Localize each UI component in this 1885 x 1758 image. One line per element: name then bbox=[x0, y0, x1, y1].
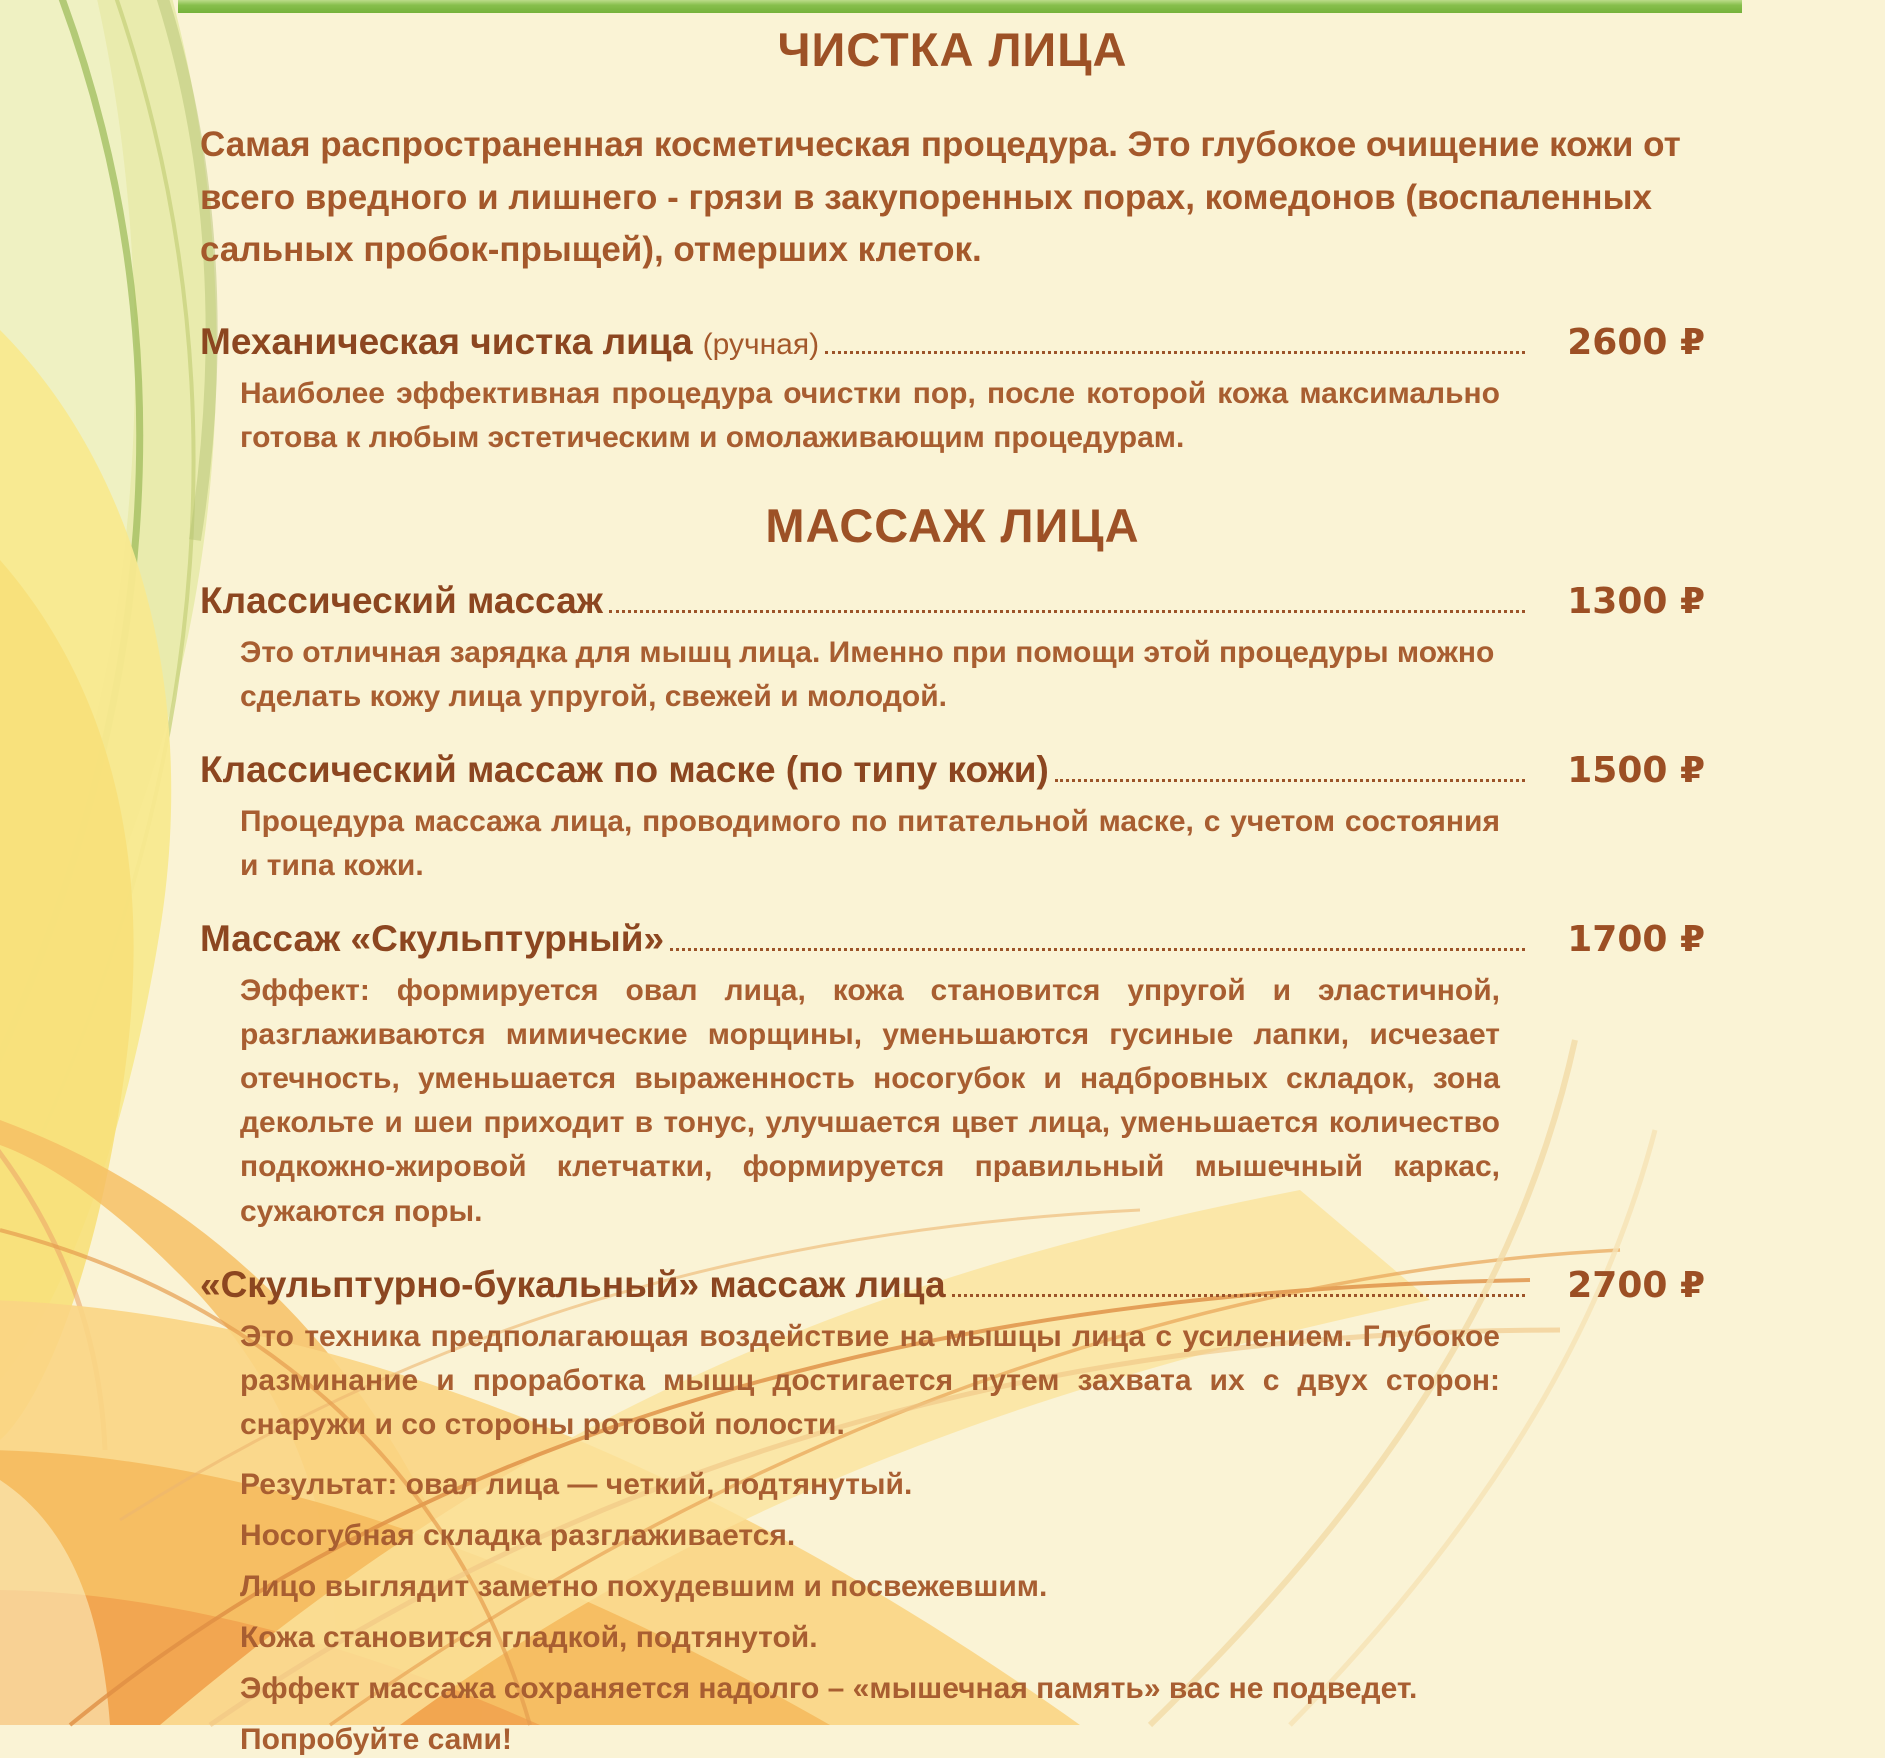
item-description: Это отличная зарядка для мышц лица. Именно при помощи этой процедуры можно сделать кожу лица упругой, свежей и молодой. bbox=[240, 635, 1495, 713]
price-row-classic-massage-mask bbox=[200, 749, 1705, 791]
result-line: Кожа становится гладкой, подтянутой. bbox=[240, 1620, 818, 1654]
item-description: Процедура массажа лица, проводимого по питательной маске, с учетом состояния и типа кожи. bbox=[240, 804, 1500, 882]
result-line: Результат: овал лица — четкий, подтянутый. bbox=[240, 1467, 913, 1501]
price-row-classic-massage bbox=[200, 580, 1705, 622]
dot-leader bbox=[825, 351, 1525, 354]
section-intro-text: Самая распространенная косметическая процедура. Это глубокое очищение кожи от всего вредного и лишнего - грязи в закупоренных порах, комедонов (воспаленных сальных пробок-прыщей), отмерших клеток. bbox=[200, 125, 1681, 269]
item-price: 1300 ₽ bbox=[1567, 580, 1705, 622]
item-description: Наиболее эффективная процедура очистки пор, после которой кожа максимально готова к любым эстетическим и омолаживающим процедурам. bbox=[240, 376, 1500, 454]
result-line: Попробуйте сами! bbox=[240, 1722, 512, 1756]
item-price: 2700 ₽ bbox=[1567, 1264, 1705, 1306]
item-price: 1700 ₽ bbox=[1567, 919, 1705, 961]
result-line: Носогубная складка разглаживается. bbox=[240, 1518, 796, 1552]
item-note: (ручная) bbox=[702, 327, 820, 361]
price-row-sculptural-massage bbox=[200, 918, 1705, 960]
item-price: 2600 ₽ bbox=[1567, 321, 1705, 363]
price-row-sculptural-buccal-massage bbox=[200, 1264, 1705, 1306]
dot-leader bbox=[1055, 779, 1525, 782]
dot-leader bbox=[952, 1294, 1526, 1297]
item-name: Механическая чистка лица bbox=[200, 320, 693, 362]
item-price: 1500 ₽ bbox=[1567, 749, 1705, 791]
item-description: Это техника предполагающая воздействие на мышцы лица с усилением. Глубокое разминание и проработка мышц достигается путем захвата их с двух сторон: снаружи и со стороны ротовой полости. bbox=[240, 1319, 1500, 1441]
dot-leader bbox=[609, 610, 1525, 613]
menu-content bbox=[200, 0, 1705, 1758]
result-line: Лицо выглядит заметно похудевшим и посвежевшим. bbox=[240, 1569, 1048, 1603]
item-name: «Скульптурно-букальный» массаж лица bbox=[200, 1263, 946, 1305]
item-name: Массаж «Скульптурный» bbox=[200, 918, 665, 960]
dot-leader bbox=[670, 948, 1525, 951]
item-name: Классический массаж bbox=[200, 579, 603, 621]
price-row-mechanical-cleansing bbox=[200, 321, 1705, 363]
section-title-face-cleansing: ЧИСТКА ЛИЦА bbox=[777, 23, 1128, 76]
result-line: Эффект массажа сохраняется надолго – «мышечная память» вас не подведет. bbox=[240, 1671, 1418, 1705]
item-description: Эффект: формируется овал лица, кожа становится упругой и эластичной, разглаживаются мимические морщины, уменьшаются гусиные лапки, исчезает отечность, уменьшается выраженность носогубок и надбровных складок, зона декольте и шеи приходит в тонус, улучшается цвет лица, уменьшается количество подкожно-жировой клетчатки, формируется правильный мышечный каркас, сужаются поры. bbox=[240, 974, 1500, 1228]
item-name: Классический массаж по маске (по типу кожи) bbox=[200, 748, 1049, 790]
section-title-face-massage: МАССАЖ ЛИЦА bbox=[765, 498, 1140, 552]
